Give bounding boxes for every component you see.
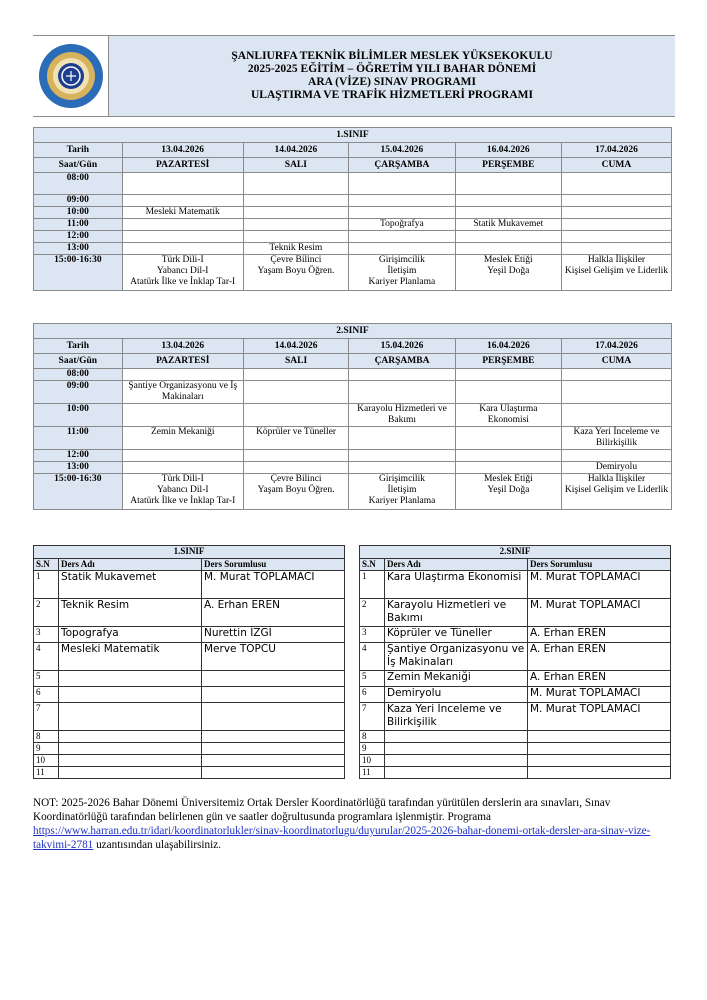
date-cell: 17.04.2026 <box>561 339 671 354</box>
exam-course: Yaşam Boyu Öğren. <box>257 485 335 495</box>
course-name <box>59 703 202 731</box>
sn-header: S.N <box>360 559 385 571</box>
instructor-name <box>202 703 345 731</box>
time-slot-row <box>34 173 672 195</box>
exam-cell <box>243 207 348 219</box>
time-slot-row <box>34 255 672 291</box>
exam-cell <box>561 195 671 207</box>
course-name <box>385 767 528 779</box>
exam-course: Meslek Etiği <box>483 474 533 484</box>
exam-cell <box>455 207 561 219</box>
time-slot-row <box>34 427 672 450</box>
instructor-row <box>360 671 671 687</box>
exam-cell <box>349 207 456 219</box>
course-name: Kaza Yeri İnceleme ve Bilirkişilik <box>385 703 528 731</box>
date-cell: 15.04.2026 <box>349 143 456 158</box>
instructor-row <box>34 571 345 599</box>
instructor-table-class-2 <box>359 545 671 779</box>
day-cell: SALI <box>243 354 348 369</box>
instructor-row <box>34 743 345 755</box>
row-number: 7 <box>34 703 59 731</box>
instructor-row <box>34 703 345 731</box>
course-name: Mesleki Matematik <box>59 643 202 671</box>
instructor-name: M. Murat TOPLAMACI <box>528 703 671 731</box>
row-number: 10 <box>34 755 59 767</box>
row-number: 10 <box>360 755 385 767</box>
exam-course: Halkla İlişkiler <box>587 474 646 484</box>
exam-cell <box>561 207 671 219</box>
exam-cell <box>122 450 243 462</box>
exam-course: İletişim <box>387 266 417 276</box>
schedule-caption: 1.SINIF <box>34 128 672 143</box>
instructor-row <box>360 599 671 627</box>
exam-course: Girişimcilik <box>379 474 425 484</box>
day-row <box>34 158 672 173</box>
logo-container <box>33 36 109 116</box>
time-cell: 09:00 <box>34 195 123 207</box>
instructor-name <box>528 755 671 767</box>
day-cell: PERŞEMBE <box>455 158 561 173</box>
exam-cell <box>243 474 348 510</box>
instructor-name <box>202 755 345 767</box>
instructor-caption: 2.SINIF <box>360 546 671 559</box>
date-cell: 13.04.2026 <box>122 143 243 158</box>
exam-cell <box>349 474 455 510</box>
exam-course: Yeşil Doğa <box>487 485 530 495</box>
instructor-row <box>34 643 345 671</box>
time-slot-row <box>34 231 672 243</box>
exam-course: Topoğrafya <box>349 219 456 231</box>
instructor-name: M. Murat TOPLAMACI <box>528 571 671 599</box>
exam-course: Teknik Resim <box>243 243 348 255</box>
exam-cell <box>122 231 243 243</box>
day-label: Saat/Gün <box>34 158 123 173</box>
exam-cell <box>122 173 243 195</box>
row-number: 6 <box>360 687 385 703</box>
course-name <box>385 743 528 755</box>
row-number: 11 <box>34 767 59 779</box>
time-cell: 10:00 <box>34 404 123 427</box>
exam-course: Kara Ulaştırma Ekonomisi <box>455 404 561 427</box>
instructor-header-row <box>360 559 671 571</box>
exam-course: Girişimcilik <box>378 255 425 265</box>
exam-course: Zemin Mekaniği <box>122 427 243 450</box>
row-number: 11 <box>360 767 385 779</box>
instructor-caption-row <box>360 546 671 559</box>
time-cell: 13:00 <box>34 243 123 255</box>
instructor-header: Ders Sorumlusu <box>528 559 671 571</box>
date-cell: 13.04.2026 <box>122 339 243 354</box>
date-label: Tarih <box>34 339 123 354</box>
row-number: 9 <box>34 743 59 755</box>
row-number: 4 <box>34 643 59 671</box>
instructor-name: M. Murat TOPLAMACI <box>528 599 671 627</box>
instructor-row <box>34 755 345 767</box>
exam-course: Köprüler ve Tüneller <box>243 427 348 450</box>
time-slot-row <box>34 369 672 381</box>
course-header: Ders Adı <box>385 559 528 571</box>
instructor-name <box>202 671 345 687</box>
row-number: 6 <box>34 687 59 703</box>
instructor-row <box>34 599 345 627</box>
course-name: Karayolu Hizmetleri ve Bakımı <box>385 599 528 627</box>
exam-cell <box>243 231 348 243</box>
day-row <box>34 354 672 369</box>
exam-cell <box>455 369 561 381</box>
date-cell: 16.04.2026 <box>455 339 561 354</box>
instructor-table-class-1 <box>33 545 345 779</box>
exam-cell <box>349 173 456 195</box>
exam-cell <box>243 195 348 207</box>
date-cell: 17.04.2026 <box>561 143 671 158</box>
exam-course: Çevre Bilinci <box>270 255 322 265</box>
exam-course: Atatürk İlke ve İnklap Tar-I <box>130 277 236 287</box>
instructor-name: Nurettin İZGİ <box>202 627 345 643</box>
course-name: Teknik Resim <box>59 599 202 627</box>
exam-cell <box>561 231 671 243</box>
time-slot-row <box>34 450 672 462</box>
time-cell: 15:00-16:30 <box>34 255 123 291</box>
row-number: 2 <box>360 599 385 627</box>
course-name <box>59 755 202 767</box>
schedule-link[interactable]: https://www.harran.edu.tr/idari/koordinatorlukler/sinav-koordinatorlugu/duyurular/2025-2026-bahar-donemi-ortak-dersler-ara-sinav-vize-takvimi-2781 <box>33 825 651 851</box>
course-name: Zemin Mekaniği <box>385 671 528 687</box>
exam-cell <box>455 173 561 195</box>
exam-cell <box>561 404 671 427</box>
course-name: Şantiye Organizasyonu ve İş Makinaları <box>385 643 528 671</box>
exam-cell <box>349 231 456 243</box>
document-header <box>33 35 675 117</box>
row-number: 8 <box>34 731 59 743</box>
exam-course: Demiryolu <box>561 462 671 474</box>
time-slot-row <box>34 195 672 207</box>
time-cell: 11:00 <box>34 427 123 450</box>
instructor-row <box>360 731 671 743</box>
instructor-name: M. Murat TOPLAMACI <box>528 687 671 703</box>
instructor-name: A. Erhan EREN <box>528 643 671 671</box>
day-cell: CUMA <box>561 158 671 173</box>
time-slot-row <box>34 219 672 231</box>
instructor-row <box>360 755 671 767</box>
document-title <box>109 36 675 116</box>
note-paragraph <box>33 796 673 852</box>
exam-cell <box>561 474 671 510</box>
title-line: 2025-2025 EĞİTİM – ÖĞRETİM YILI BAHAR DÖNEMİ <box>247 63 537 75</box>
exam-cell <box>243 462 348 474</box>
exam-cell <box>349 450 455 462</box>
instructor-name <box>202 743 345 755</box>
exam-cell <box>561 381 671 404</box>
course-name: Kara Ulaştırma Ekonomisi <box>385 571 528 599</box>
row-number: 4 <box>360 643 385 671</box>
schedule-caption-row <box>34 128 672 143</box>
exam-cell <box>561 173 671 195</box>
course-name <box>59 767 202 779</box>
instructor-row <box>34 687 345 703</box>
day-cell: PERŞEMBE <box>455 354 561 369</box>
exam-cell <box>122 404 243 427</box>
exam-course: Kariyer Planlama <box>368 496 436 506</box>
exam-course: Yabancı Dil-I <box>156 266 209 276</box>
exam-cell <box>243 255 348 291</box>
course-name <box>59 731 202 743</box>
exam-cell <box>455 243 561 255</box>
date-cell: 16.04.2026 <box>455 143 561 158</box>
exam-course: Türk Dili-I <box>161 255 204 265</box>
exam-course: Türk Dili-I <box>161 474 204 484</box>
exam-cell <box>349 462 455 474</box>
instructor-name <box>202 687 345 703</box>
exam-cell <box>122 195 243 207</box>
exam-cell <box>243 369 348 381</box>
exam-course: Meslek Etiği <box>483 255 533 265</box>
exam-cell <box>561 255 671 291</box>
exam-cell <box>243 219 348 231</box>
exam-cell <box>243 381 348 404</box>
exam-course: Atatürk İlke ve İnklap Tar-I <box>130 496 236 506</box>
exam-course: Karayolu Hizmetleri ve Bakımı <box>349 404 455 427</box>
instructor-row <box>34 731 345 743</box>
exam-cell <box>349 255 456 291</box>
row-number: 1 <box>360 571 385 599</box>
exam-cell <box>455 474 561 510</box>
harran-university-logo-icon <box>38 43 104 109</box>
note-text: NOT: 2025-2026 Bahar Dönemi Üniversitemiz Ortak Dersler Koordinatörlüğü tarafından yürütülen derslerin ara sınavları, Sınav Koordinatörlüğü tarafından belirlenen gün ve saatler doğrultusunda programlara işlenmiştir. Programa <box>33 797 611 823</box>
exam-course: Mesleki Matematik <box>122 207 243 219</box>
course-name <box>59 743 202 755</box>
time-cell: 12:00 <box>34 450 123 462</box>
instructor-name <box>528 731 671 743</box>
time-cell: 09:00 <box>34 381 123 404</box>
exam-cell <box>243 173 348 195</box>
exam-course: Kişisel Gelişim ve Liderlik <box>564 485 669 495</box>
instructor-name <box>202 731 345 743</box>
title-line: ŞANLIURFA TEKNİK BİLİMLER MESLEK YÜKSEKOKULU <box>231 50 553 62</box>
exam-course: Statik Mukavemet <box>455 219 561 231</box>
date-cell: 14.04.2026 <box>243 339 348 354</box>
title-line: ULAŞTIRMA VE TRAFİK HİZMETLERİ PROGRAMI <box>250 89 533 101</box>
row-number: 2 <box>34 599 59 627</box>
exam-course: Yabancı Dil-I <box>156 485 209 495</box>
time-slot-row <box>34 404 672 427</box>
exam-schedule-class-1 <box>33 127 672 291</box>
time-slot-row <box>34 474 672 510</box>
exam-cell <box>243 450 348 462</box>
exam-course: Şantiye Organizasyonu ve İş Makinaları <box>122 381 243 404</box>
instructor-row <box>360 687 671 703</box>
date-cell: 14.04.2026 <box>243 143 348 158</box>
day-cell: CUMA <box>561 354 671 369</box>
instructor-row <box>34 767 345 779</box>
exam-cell <box>122 462 243 474</box>
time-cell: 10:00 <box>34 207 123 219</box>
exam-cell <box>349 427 455 450</box>
course-name <box>59 687 202 703</box>
time-cell: 15:00-16:30 <box>34 474 123 510</box>
time-cell: 08:00 <box>34 173 123 195</box>
date-label: Tarih <box>34 143 123 158</box>
exam-cell <box>455 195 561 207</box>
exam-cell <box>122 369 243 381</box>
instructor-row <box>360 703 671 731</box>
exam-cell <box>122 219 243 231</box>
exam-cell <box>349 369 455 381</box>
exam-course: İletişim <box>387 485 417 495</box>
exam-cell <box>349 243 456 255</box>
instructor-caption-row <box>34 546 345 559</box>
instructor-name: A. Erhan EREN <box>528 627 671 643</box>
row-number: 8 <box>360 731 385 743</box>
row-number: 1 <box>34 571 59 599</box>
exam-cell <box>122 243 243 255</box>
instructor-caption: 1.SINIF <box>34 546 345 559</box>
time-cell: 13:00 <box>34 462 123 474</box>
exam-cell <box>243 404 348 427</box>
instructor-row <box>360 767 671 779</box>
exam-cell <box>561 243 671 255</box>
schedule-caption: 2.SINIF <box>34 324 672 339</box>
row-number: 5 <box>360 671 385 687</box>
day-cell: PAZARTESİ <box>122 158 243 173</box>
exam-cell <box>122 255 243 291</box>
time-slot-row <box>34 462 672 474</box>
day-cell: ÇARŞAMBA <box>349 354 455 369</box>
instructor-row <box>360 627 671 643</box>
time-slot-row <box>34 243 672 255</box>
day-label: Saat/Gün <box>34 354 123 369</box>
sn-header: S.N <box>34 559 59 571</box>
instructor-name: A. Erhan EREN <box>528 671 671 687</box>
day-cell: PAZARTESİ <box>122 354 243 369</box>
row-number: 3 <box>360 627 385 643</box>
exam-cell <box>455 427 561 450</box>
note-suffix: uzantısından ulaşabilirsiniz. <box>93 839 221 851</box>
date-row <box>34 339 672 354</box>
exam-course: Yeşil Doğa <box>487 266 530 276</box>
instructor-row <box>34 627 345 643</box>
instructor-name <box>202 767 345 779</box>
exam-course: Kişisel Gelişim ve Liderlik <box>564 266 669 276</box>
course-name: Demiryolu <box>385 687 528 703</box>
exam-course: Kariyer Planlama <box>368 277 436 287</box>
row-number: 9 <box>360 743 385 755</box>
course-name <box>59 671 202 687</box>
instructor-name: Merve TOPCU <box>202 643 345 671</box>
course-name <box>385 755 528 767</box>
exam-course: Halkla İlişkiler <box>587 255 646 265</box>
course-name: Köprüler ve Tüneller <box>385 627 528 643</box>
row-number: 3 <box>34 627 59 643</box>
course-header: Ders Adı <box>59 559 202 571</box>
instructor-row <box>360 743 671 755</box>
day-cell: SALI <box>243 158 348 173</box>
schedule-caption-row <box>34 324 672 339</box>
time-slot-row <box>34 381 672 404</box>
course-name: Statik Mukavemet <box>59 571 202 599</box>
date-cell: 15.04.2026 <box>349 339 455 354</box>
instructor-row <box>360 571 671 599</box>
instructor-name: M. Murat TOPLAMACI <box>202 571 345 599</box>
exam-cell <box>561 369 671 381</box>
row-number: 7 <box>360 703 385 731</box>
instructor-name <box>528 767 671 779</box>
exam-cell <box>455 450 561 462</box>
exam-cell <box>455 231 561 243</box>
instructor-row <box>34 671 345 687</box>
exam-schedule-class-2 <box>33 323 672 510</box>
time-cell: 08:00 <box>34 369 123 381</box>
exam-cell <box>122 474 243 510</box>
exam-cell <box>561 450 671 462</box>
exam-cell <box>349 195 456 207</box>
date-row <box>34 143 672 158</box>
instructor-header: Ders Sorumlusu <box>202 559 345 571</box>
exam-cell <box>349 381 455 404</box>
title-line: ARA (VİZE) SINAV PROGRAMI <box>308 76 476 88</box>
time-cell: 12:00 <box>34 231 123 243</box>
time-cell: 11:00 <box>34 219 123 231</box>
exam-cell <box>455 255 561 291</box>
row-number: 5 <box>34 671 59 687</box>
exam-course: Kaza Yeri İnceleme ve Bilirkişilik <box>561 427 671 450</box>
instructor-header-row <box>34 559 345 571</box>
exam-course: Çevre Bilinci <box>270 474 322 484</box>
day-cell: ÇARŞAMBA <box>349 158 456 173</box>
instructor-row <box>360 643 671 671</box>
instructor-name: A. Erhan EREN <box>202 599 345 627</box>
exam-cell <box>455 381 561 404</box>
exam-cell <box>561 219 671 231</box>
time-slot-row <box>34 207 672 219</box>
exam-course: Yaşam Boyu Öğren. <box>257 266 335 276</box>
exam-cell <box>455 462 561 474</box>
course-name: Topografya <box>59 627 202 643</box>
course-name <box>385 731 528 743</box>
instructor-name <box>528 743 671 755</box>
